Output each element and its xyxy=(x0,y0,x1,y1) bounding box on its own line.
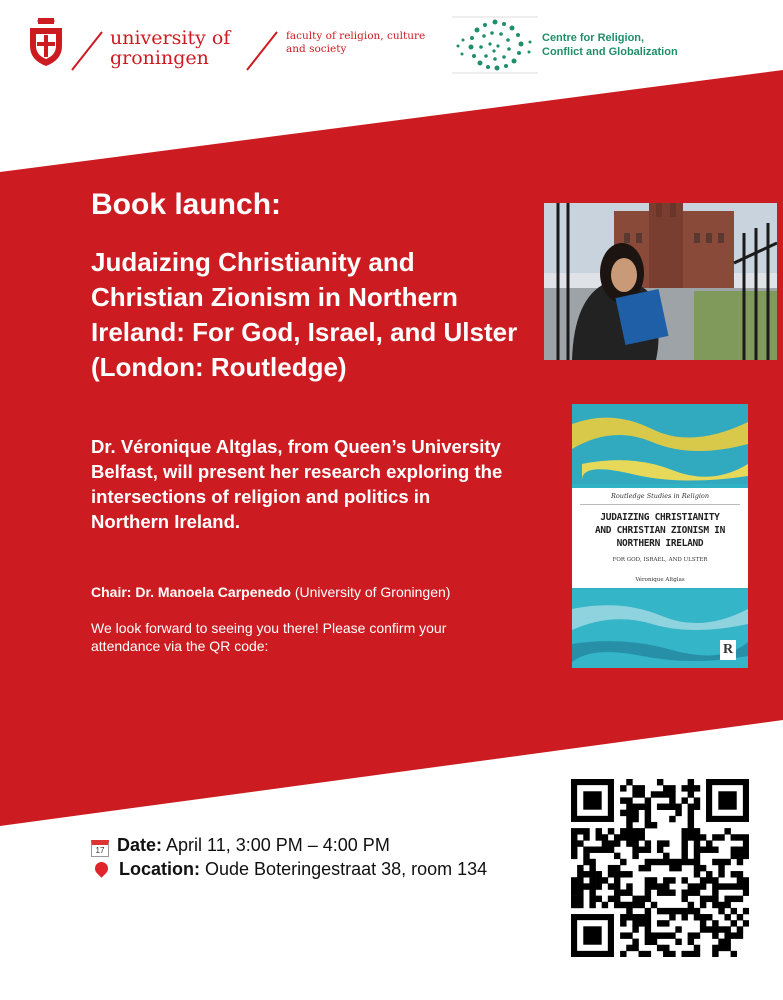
book-title: Judaizing Christianity and Christian Zionism in Northern Ireland: For God, Israel, and Ulster (London: Routledge) xyxy=(91,247,518,382)
cover-title-line-1: JUDAIZING CHRISTIANITY xyxy=(600,512,720,523)
university-line-2: groningen xyxy=(110,47,209,69)
speaker-photo xyxy=(544,203,777,360)
centre-line-2: Conflict and Globalization xyxy=(542,46,678,58)
publisher-logo: R xyxy=(720,640,736,660)
faculty-name xyxy=(286,30,436,56)
centre-line-1: Centre for Religion, xyxy=(542,32,645,44)
university-crest-icon xyxy=(28,18,64,68)
date-row xyxy=(91,835,390,857)
location-row xyxy=(91,859,487,880)
event-kind-heading: Book launch: xyxy=(91,188,282,221)
date-value: April 11, 3:00 PM – 4:00 PM xyxy=(166,835,390,855)
cover-title-line-3: NORTHERN IRELAND xyxy=(616,538,704,549)
centre-logo-icon xyxy=(452,16,538,74)
faculty-line-2: and society xyxy=(286,43,347,55)
university-logo-text xyxy=(110,28,230,68)
book-cover-image xyxy=(572,404,748,668)
cover-series: Routledge Studies in Religion xyxy=(610,492,710,500)
location-label: Location: xyxy=(119,859,200,879)
calendar-icon: 17 xyxy=(91,840,109,857)
cover-title-line-2: AND CHRISTIAN ZIONISM IN xyxy=(594,525,726,536)
location-pin-icon xyxy=(92,859,110,877)
slash-divider-1 xyxy=(70,30,104,72)
cover-subtitle: FOR GOD, ISRAEL, AND ULSTER xyxy=(612,557,708,563)
university-line-1: university of xyxy=(110,27,231,49)
event-description: Dr. Véronique Altglas, from Queen’s University Belfast, will present her research exploring the intersections of religion and politics in Northern Ireland. xyxy=(91,436,503,532)
cover-author: Véronique Altglas xyxy=(635,577,685,583)
confirm-text: We look forward to seeing you there! Please confirm your attendance via the QR code: xyxy=(91,620,447,654)
location-value: Oude Boteringestraat 38, room 134 xyxy=(205,859,488,879)
slash-divider-2 xyxy=(245,30,279,72)
date-label: Date: xyxy=(117,835,163,855)
chair-info xyxy=(91,584,450,600)
cover-title xyxy=(572,511,748,550)
centre-name xyxy=(542,31,678,59)
chair-label: Chair: Dr. Manoela Carpenedo xyxy=(91,584,291,600)
rsvp-qr-code[interactable] xyxy=(571,779,749,957)
chair-affiliation: (University of Groningen) xyxy=(294,584,451,600)
faculty-line-1: faculty of religion, culture xyxy=(286,30,426,42)
